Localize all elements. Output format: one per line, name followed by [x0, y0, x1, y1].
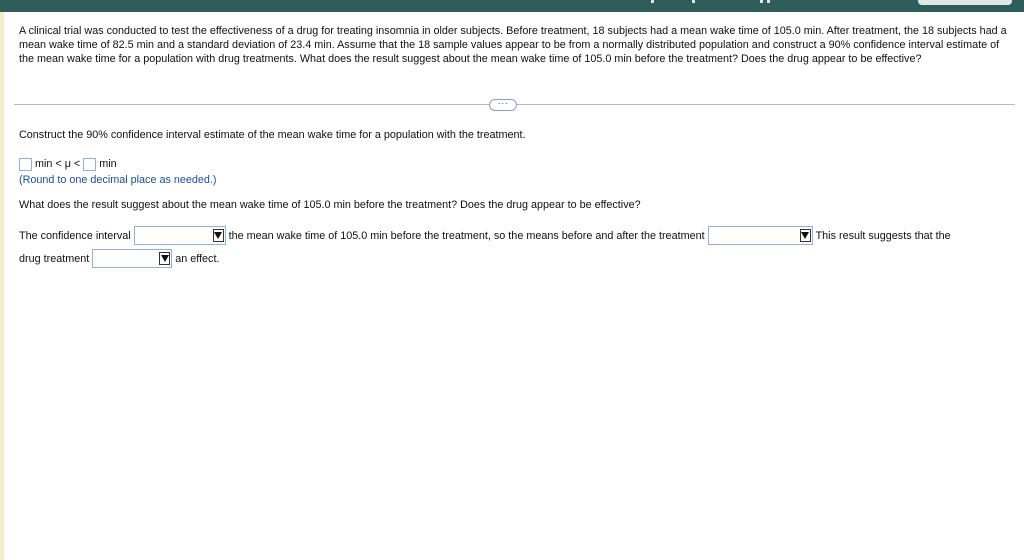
- ci-contains-dropdown[interactable]: [134, 226, 226, 245]
- conclusion-text-3: This result suggests that the: [815, 229, 951, 242]
- top-bar-indicator-dot: [692, 0, 695, 3]
- conclusion-text-1: The confidence interval: [19, 229, 131, 242]
- dropdown-arrow-icon[interactable]: [213, 229, 224, 242]
- left-edge-strip: [0, 12, 4, 560]
- conclusion-row-1: [19, 226, 951, 245]
- confidence-interval-row: [19, 156, 120, 172]
- conclusion-text-5: an effect.: [175, 252, 220, 265]
- conclusion-text-4: drug treatment: [19, 252, 90, 265]
- effect-dropdown[interactable]: [92, 249, 172, 268]
- top-bar-button[interactable]: [918, 0, 1012, 5]
- ci-unit-text: min: [99, 158, 117, 170]
- top-bar-indicator-dot: [651, 0, 654, 3]
- ci-inequality-text: min < μ <: [35, 158, 81, 170]
- rounding-hint: (Round to one decimal place as needed.): [19, 174, 217, 186]
- top-bar-indicator-dot: [767, 0, 770, 3]
- part1-prompt: Construct the 90% confidence interval estimate of the mean wake time for a population with the treatment.: [19, 129, 526, 141]
- expand-more-button[interactable]: ···: [489, 99, 517, 111]
- conclusion-text-2: the mean wake time of 105.0 min before the treatment, so the means before and after the treatment: [228, 229, 705, 242]
- top-bar-indicator-dot: [760, 0, 763, 3]
- top-bar: [0, 0, 1024, 12]
- part2-prompt: What does the result suggest about the mean wake time of 105.0 min before the treatment? Does the drug appear to be effective?: [19, 199, 641, 211]
- dropdown-arrow-icon[interactable]: [159, 252, 170, 265]
- dropdown-arrow-icon[interactable]: [800, 229, 811, 242]
- question-text: A clinical trial was conducted to test the effectiveness of a drug for treating insomnia in older subjects. Before treatment, 18 subjects had a mean wake time of 105.0 min. After treatment, the 18 subjects had a mean wake time of 82.5 min and a standard deviation of 23.4 min. Assume that the 18 sample values appear to be from a normally distributed population and construct a 90% confidence interval estimate of the mean wake time for a population with drug treatments. What does the result suggest about the mean wake time of 105.0 min before the treatment? Does the drug appear to be effective?: [19, 25, 1007, 66]
- conclusion-row-2: [19, 249, 219, 268]
- means-difference-dropdown[interactable]: [708, 226, 813, 245]
- lower-bound-input[interactable]: [19, 158, 32, 171]
- upper-bound-input[interactable]: [83, 158, 96, 171]
